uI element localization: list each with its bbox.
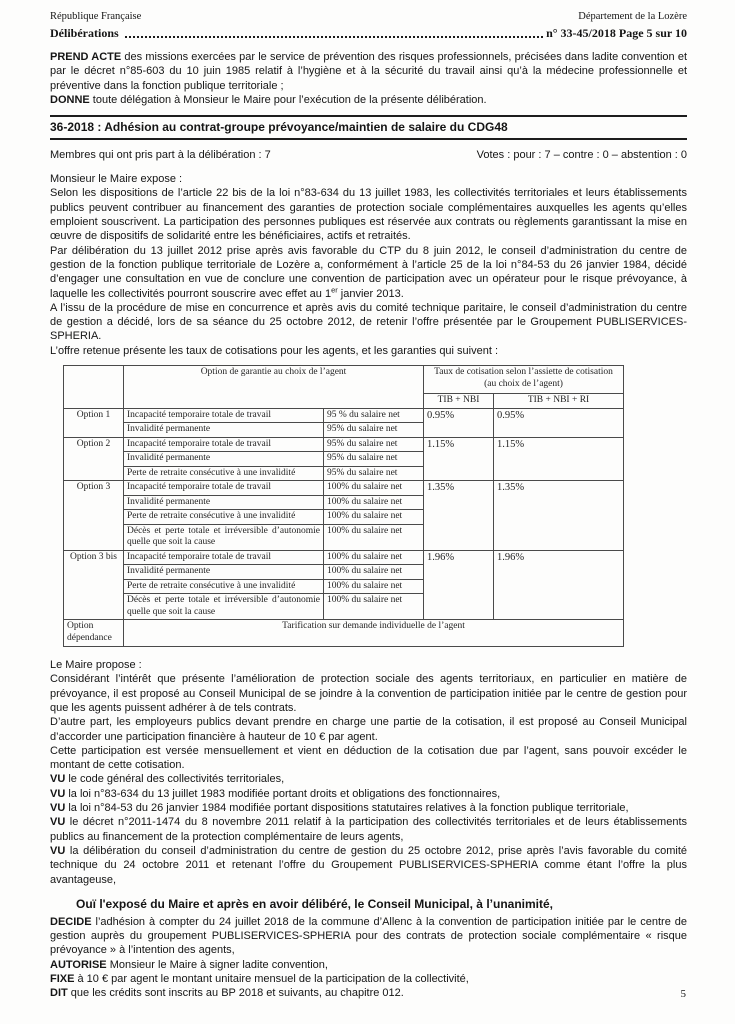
rate-tib-nbi-cell: 1.15%: [424, 437, 494, 481]
salaire-cell: 100% du salaire net: [324, 565, 424, 580]
salaire-cell: 100% du salaire net: [324, 481, 424, 496]
lead-decide: DECIDE: [50, 915, 92, 928]
vu-item-5: [50, 844, 687, 887]
table-row: [64, 620, 624, 647]
paragraph-text: toute délégation à Monsieur le Maire pour l’exécution de la présente délibération.: [89, 93, 487, 106]
paragraph-text: à 10 € par agent le montant unitaire mensuel de la participation de la collectivité,: [74, 972, 469, 985]
table-header-row-1: [64, 366, 624, 394]
document-header: [50, 10, 687, 41]
paragraph-text: la loi n°84-53 du 26 janvier 1984 modifiée portant dispositions statutaires relatives à la fonction publique territoriale,: [65, 802, 629, 815]
paragraph-text: l’adhésion à compter du 24 juillet 2018 de la commune d’Allenc à la convention de participation initiée par le centre de gestion auprès du groupement PUBLISERVICES-SPHERIA pour des contrats de protection sociale complémentaire « risque prévoyance » à l’intention des agents,: [50, 915, 687, 957]
garantie-cell: Invalidité permanente: [124, 565, 324, 580]
expose-paragraph-1: Selon les dispositions de l’article 22 bis de la loi n°83-634 du 13 juillet 1983, les collectivités territoriales et leurs établissements publics peuvent contribuer au financement des garanties de protection sociale complémentaires auxquelles les agents qu’elles emploient souscrivent. La participation des personnes publiques est réservée aux contrats ou règlements garantissant la mise en œuvre de dispositifs de solidarité entre les bénéficiaires, actifs et retraités.: [50, 187, 687, 243]
lead-prend-acte: PREND ACTE: [50, 51, 122, 63]
lead-fixe: FIXE: [50, 972, 75, 985]
proposal-paragraph-2: D’autre part, les employeurs publics devant prendre en charge une partie de la cotisation, il est proposé au Conseil Municipal d’accorder une participation financière à hauteur de 10 € par agent.: [50, 716, 687, 743]
vu-item-3: [50, 801, 687, 815]
rate-tib-nbi-ri-cell: 1.96%: [494, 550, 624, 620]
header-taux: Taux de cotisation selon l’assiette de cotisation (au choix de l’agent): [424, 366, 624, 394]
proposal-paragraph-3: Cette participation est versée mensuellement et vient en déduction de la cotisation due par l’agent, sans pouvoir excéder le montant de cette cotisation.: [50, 744, 687, 772]
intro-block: [50, 50, 687, 107]
option-cell: Option 1: [64, 408, 124, 437]
garantie-cell: Perte de retraite consécutive à une invalidité: [124, 466, 324, 481]
members-count: Membres qui ont pris part à la délibération : 7: [50, 149, 271, 162]
deliberations-label: Délibérations: [50, 26, 119, 40]
lead-vu: VU: [50, 787, 66, 800]
lead-vu: VU: [50, 773, 66, 786]
superscript-er: er: [331, 284, 338, 294]
decision-autorise: [50, 958, 687, 972]
paragraph-text: Monsieur le Maire à signer ladite convention,: [106, 958, 328, 971]
header-right-label: Département de la Lozère: [578, 11, 687, 22]
lead-donne: DONNE: [50, 93, 90, 106]
header-left-label: République Française: [50, 11, 142, 22]
decision-decide: [50, 915, 687, 958]
garantie-cell: Invalidité permanente: [124, 495, 324, 510]
proposal-paragraph-1: Considérant l’intérêt que présente l’amélioration de protection sociale des agents territoriaux, en particulier en matière de prévoyance, il est proposé au Conseil Municipal de se joindre à la convention de participation initiée par le centre de gestion pour que les agents puissent adhérer à de tels contrats.: [50, 673, 687, 714]
lead-autorise: AUTORISE: [50, 958, 107, 971]
header-deliberations-row: [50, 26, 687, 41]
header-tib-nbi: TIB + NBI: [424, 394, 494, 409]
salaire-cell: 95% du salaire net: [324, 423, 424, 438]
paragraph-text: Par délibération du 13 juillet 2012 prise après avis favorable du CTP du 8 juin 2012, le conseil d’administration du centre de gestion de la fonction publique territoriale de Lozère a, conformément à l’article 25 de la loi n°84-53 du 26 janvier 1984, décidé d’engager une consultation en vue de conclure une convention de participation avec un opérateur pour le risque prévoyance, à laquelle les collectivités pourront souscrire avec effet au 1: [50, 244, 687, 300]
dot-leader: [125, 36, 543, 38]
rate-tib-nbi-cell: 0.95%: [424, 408, 494, 437]
vu-item-2: [50, 787, 687, 801]
members-votes-row: [50, 148, 687, 162]
paragraph-donne: [50, 93, 687, 107]
lead-vu: VU: [50, 802, 66, 815]
salaire-cell: 100% du salaire net: [324, 550, 424, 565]
rate-tib-nbi-ri-cell: 0.95%: [494, 408, 624, 437]
tarification-cell: Tarification sur demande individuelle de l’agent: [124, 620, 624, 647]
option-cell: Option 3: [64, 481, 124, 551]
expose-paragraph-2: [50, 244, 687, 301]
deliberation-reference: n° 33-45/2018 Page 5 sur 10: [546, 26, 687, 40]
paragraph-text: le décret n°2011-1474 du 8 novembre 2011 relatif à la participation des collectivités territoriales et de leurs établissements publics au financement de la protection complémentaire de leurs agents,: [50, 816, 687, 843]
paragraph-text: que les crédits sont inscrits au BP 2018 et suivants, au chapitre 012.: [67, 987, 404, 1000]
proposal-block: [50, 658, 687, 1001]
rate-tib-nbi-cell: 1.35%: [424, 481, 494, 551]
paragraph-text: des missions exercées par le service de prévention des risques professionnels, précisées dans ladite convention et par le décret n°85-603 du 10 juin 1985 relatif à l’hygiène et à la sécurité du travail ainsi qu’à la médecine professionnelle et préventive dans la fonction publique territoriale ;: [50, 51, 687, 92]
rate-tib-nbi-cell: 1.96%: [424, 550, 494, 620]
garantie-cell: Décès et perte totale et irréversible d’autonomie quelle que soit la cause: [124, 594, 324, 620]
section-title: 36-2018 : Adhésion au contrat-groupe prévoyance/maintien de salaire du CDG48: [50, 115, 687, 140]
votes-summary: Votes : pour : 7 – contre : 0 – abstention : 0: [476, 149, 687, 162]
garantie-cell: Incapacité temporaire totale de travail: [124, 408, 324, 423]
salaire-cell: 95% du salaire net: [324, 437, 424, 452]
cotisation-table: [63, 365, 624, 647]
rate-tib-nbi-ri-cell: 1.35%: [494, 481, 624, 551]
corner-cell: [64, 366, 124, 409]
decision-dit: [50, 986, 687, 1000]
oui-expose-line: Ouï l'exposé du Maire et après en avoir délibéré, le Conseil Municipal, à l’unanimité,: [76, 896, 553, 911]
vu-item-4: [50, 815, 687, 844]
lead-dit: DIT: [50, 987, 68, 1000]
table-row: [64, 550, 624, 565]
header-garantie: Option de garantie au choix de l’agent: [124, 366, 424, 409]
garantie-cell: Perte de retraite consécutive à une invalidité: [124, 510, 324, 525]
page-number: 5: [680, 988, 686, 1000]
salaire-cell: 100% du salaire net: [324, 579, 424, 594]
lead-vu: VU: [50, 844, 66, 857]
table-row: [64, 481, 624, 496]
garantie-cell: Décès et perte totale et irréversible d’autonomie quelle que soit la cause: [124, 524, 324, 550]
expose-paragraph-3: A l’issu de la procédure de mise en concurrence et après avis du comité technique paritaire, le conseil d’administration du centre de gestion a décidé, lors de sa séance du 25 octobre 2012, de retenir l’offre présentée par le Groupement PUBLISERVICES-SPHERIA.: [50, 301, 687, 343]
paragraph-text: la loi n°83-634 du 13 juillet 1983 modifiée portant droits et obligations des fonctionnaires,: [65, 787, 501, 800]
paragraph-prend-acte: [50, 50, 687, 93]
table-row: [64, 408, 624, 423]
garantie-cell: Incapacité temporaire totale de travail: [124, 481, 324, 496]
paragraph-text: le code général des collectivités territoriales,: [65, 773, 285, 786]
salaire-cell: 100% du salaire net: [324, 594, 424, 620]
garantie-cell: Invalidité permanente: [124, 423, 324, 438]
rate-tib-nbi-ri-cell: 1.15%: [494, 437, 624, 481]
option-cell: Option 3 bis: [64, 550, 124, 620]
salaire-cell: 95% du salaire net: [324, 452, 424, 467]
lead-vu: VU: [50, 816, 66, 829]
salaire-cell: 100% du salaire net: [324, 495, 424, 510]
decision-fixe: [50, 972, 687, 986]
table-row: [64, 437, 624, 452]
salaire-cell: 100% du salaire net: [324, 524, 424, 550]
salaire-cell: 100% du salaire net: [324, 510, 424, 525]
garantie-cell: Incapacité temporaire totale de travail: [124, 550, 324, 565]
header-tib-nbi-ri: TIB + NBI + RI: [494, 394, 624, 409]
salaire-cell: 95% du salaire net: [324, 466, 424, 481]
option-cell: Option dépendance: [64, 620, 124, 647]
header-top-row: [50, 10, 687, 23]
paragraph-text: la délibération du conseil d’administration du centre de gestion du 25 octobre 2012, prise après l’avis favorable du comité technique du 24 octobre 2011 et retenant l’offre du Groupement PUBLISERVICES-SPHERIA comme étant l’offre la plus avantageuse,: [50, 844, 687, 886]
garantie-cell: Perte de retraite consécutive à une invalidité: [124, 579, 324, 594]
vu-item-1: [50, 772, 687, 786]
salaire-cell: 95 % du salaire net: [324, 408, 424, 423]
garantie-cell: Invalidité permanente: [124, 452, 324, 467]
option-cell: Option 2: [64, 437, 124, 481]
proposal-intro: Le Maire propose :: [50, 659, 142, 672]
paragraph-text: janvier 2013.: [337, 287, 404, 300]
expose-paragraph-4: L’offre retenue présente les taux de cotisations pour les agents, et les garanties qui suivent :: [50, 344, 499, 357]
expose-block: [50, 172, 687, 358]
garantie-cell: Incapacité temporaire totale de travail: [124, 437, 324, 452]
expose-intro-line: Monsieur le Maire expose :: [50, 173, 183, 186]
